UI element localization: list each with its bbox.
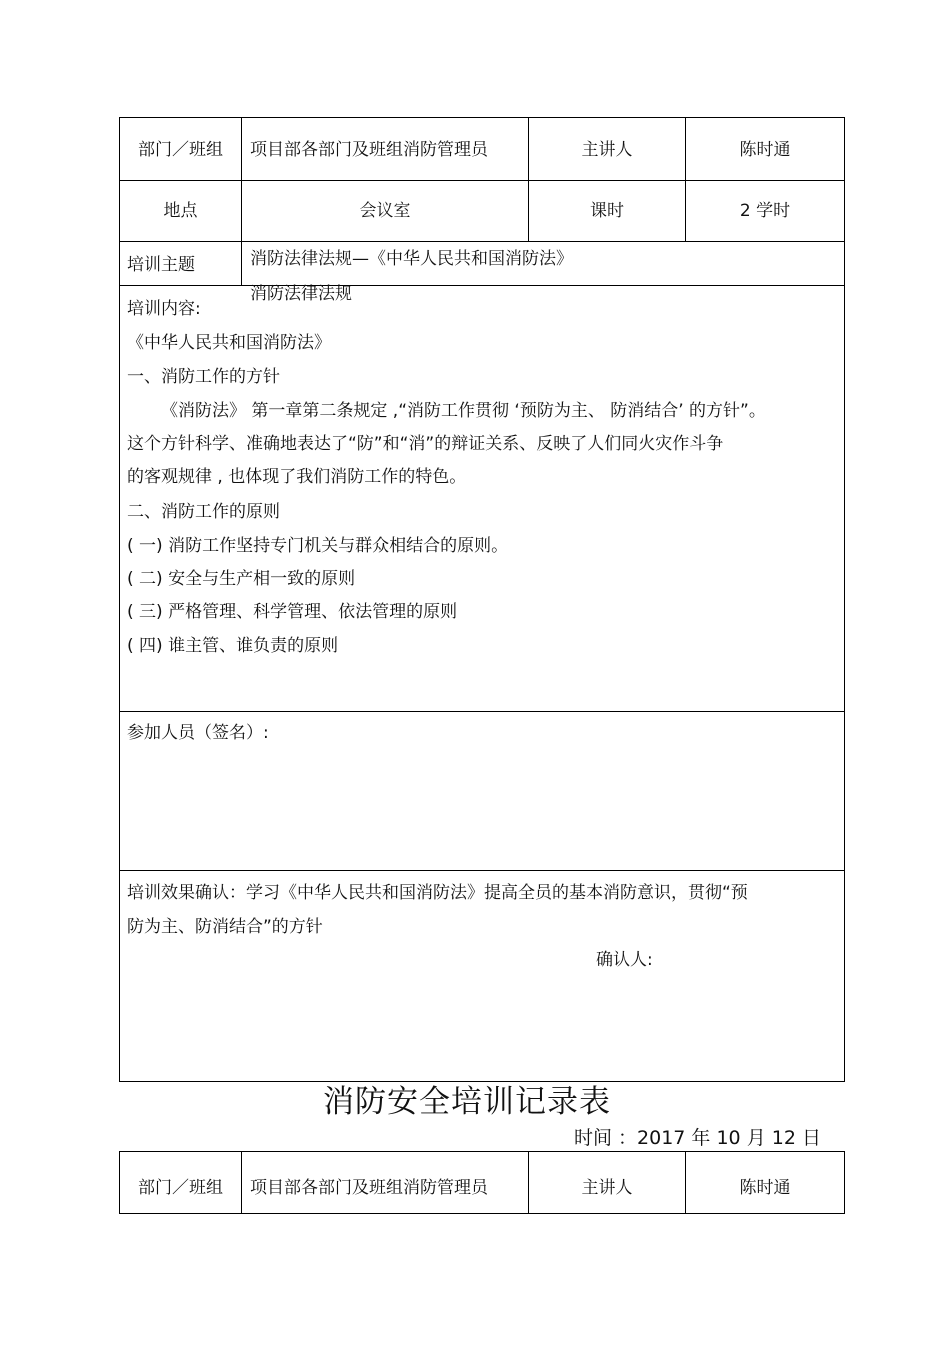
table1-row-divider <box>119 241 845 242</box>
content-line: 二、消防工作的原则 <box>127 502 280 522</box>
dept-label: 部门／班组 <box>138 140 223 160</box>
hours-label: 课时 <box>590 201 624 221</box>
effect-line: 培训效果确认：学习《中华人民共和国消防法》提高全员的基本消防意识，贯彻“预 <box>127 883 748 903</box>
content-line: 这个方针科学、准确地表达了“防”和“消”的辩证关系、反映了人们同火灾作斗争 <box>127 434 724 454</box>
dept-value: 项目部各部门及班组消防管理员 <box>250 140 488 160</box>
location-value: 会议室 <box>359 201 411 221</box>
dept-label: 部门／班组 <box>138 1178 223 1198</box>
content-label: 培训内容: <box>127 299 201 319</box>
table1-row-divider <box>119 285 845 286</box>
content-line: ( 三) 严格管理、科学管理、依法管理的原则 <box>127 602 458 622</box>
table2-border-top <box>119 1151 845 1152</box>
content-line: ( 二) 安全与生产相一致的原则 <box>127 569 356 589</box>
table2-border-right <box>844 1151 845 1214</box>
speaker-value: 陈时通 <box>739 140 791 160</box>
form-title: 消防安全培训记录表 <box>323 1084 611 1120</box>
table1-row-divider <box>119 711 845 712</box>
table1-row-divider <box>119 180 845 181</box>
table1-border-top <box>119 117 845 118</box>
table1-col-divider <box>685 117 686 241</box>
content-line: ( 四) 谁主管、谁负责的原则 <box>127 636 339 656</box>
speaker-label: 主讲人 <box>581 140 633 160</box>
dept-value: 项目部各部门及班组消防管理员 <box>250 1178 488 1198</box>
table1-border-left <box>119 117 120 1082</box>
table1-row-divider <box>119 870 845 871</box>
location-label: 地点 <box>163 201 198 221</box>
table1-col-divider <box>528 117 529 241</box>
content-line: 《消防法》 第一章第二条规定 ,“消防工作贯彻 ‘预防为主、 防消结合’ 的方针”。 <box>161 401 766 421</box>
speaker-label: 主讲人 <box>581 1178 633 1198</box>
date-line: 时间 ：2017 年 10 月 12 日 <box>574 1127 821 1149</box>
confirm-label: 确认人: <box>596 950 653 970</box>
content-line: 《中华人民共和国消防法》 <box>127 333 331 353</box>
content-line: 一、消防工作的方针 <box>127 367 280 387</box>
hours-value: 2 学时 <box>739 201 791 221</box>
table1-border-bottom <box>119 1081 845 1082</box>
topic-value-overflow: 消防法律法规 <box>250 284 352 304</box>
table1-border-right <box>844 117 845 1082</box>
content-line: ( 一) 消防工作坚持专门机关与群众相结合的原则。 <box>127 536 509 556</box>
effect-line: 防为主、防消结合”的方针 <box>127 917 323 937</box>
table2-border-bottom <box>119 1213 845 1214</box>
attendees-label: 参加人员（签名）: <box>127 723 269 743</box>
content-line: 的客观规律 , 也体现了我们消防工作的特色。 <box>127 467 467 487</box>
speaker-value: 陈时通 <box>739 1178 791 1198</box>
topic-label: 培训主题 <box>127 255 195 275</box>
topic-value: 消防法律法规—《中华人民共和国消防法》 <box>250 249 573 269</box>
table2-col-divider <box>241 1151 242 1214</box>
